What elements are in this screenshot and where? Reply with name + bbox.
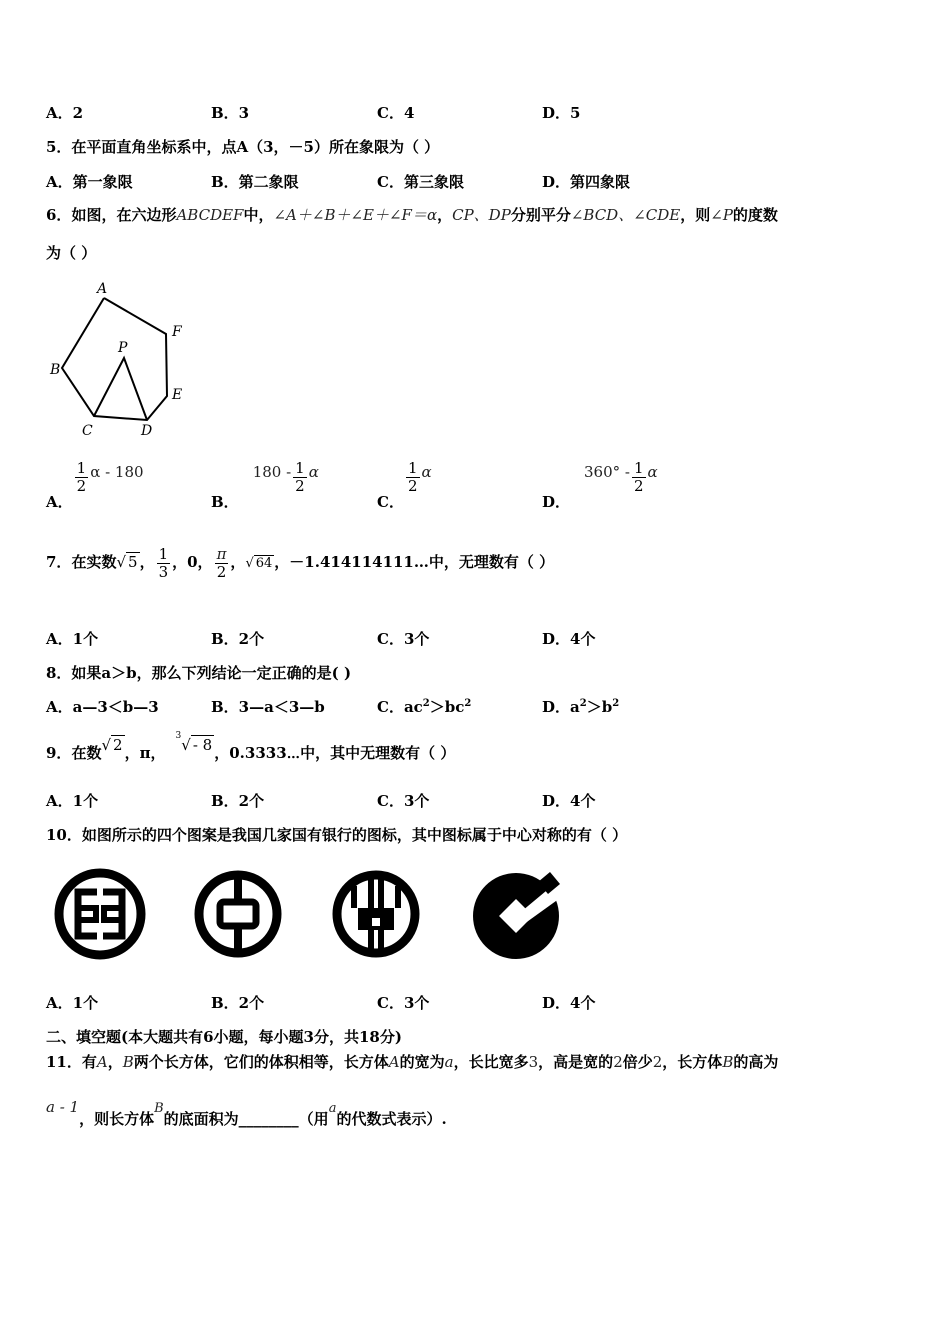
hexagon-outline xyxy=(62,298,167,420)
radicand: 64 xyxy=(255,556,273,571)
q11-line2-text-1: ，则长方体 xyxy=(79,1110,155,1128)
q9-option-a[interactable]: A．1个 xyxy=(46,792,99,810)
q9-text-2: ，π， xyxy=(124,744,166,762)
q6-math-angle-sum: ∠A＋∠B＋∠E＋∠F＝α xyxy=(273,206,438,224)
q8-option-d-a: D．a xyxy=(542,698,580,716)
q6-text-1: 如图，在六边形 xyxy=(71,206,177,224)
q9-options xyxy=(46,790,906,812)
q11-math-b: B xyxy=(122,1053,134,1071)
label-a: A xyxy=(97,281,108,297)
bisector-lines xyxy=(94,358,147,420)
q9-option-b[interactable]: B．2个 xyxy=(211,792,265,810)
q9-option-d[interactable]: D．4个 xyxy=(542,792,596,810)
superscript: 2 xyxy=(612,698,620,709)
q11-math-2: 2 xyxy=(613,1053,623,1071)
q11-math-width: a xyxy=(444,1053,454,1071)
icbc-logo-icon xyxy=(59,873,141,955)
bank-logos xyxy=(54,868,574,964)
q11-comma: ， xyxy=(107,1053,123,1071)
q5-stem: 5．在平面直角坐标系中，点A（3，－5）所在象限为（ ） xyxy=(46,138,440,156)
q11-text-8: 的高为 xyxy=(733,1053,779,1071)
q7-option-d[interactable]: D．4个 xyxy=(542,630,596,648)
q5-option-b[interactable]: B．第二象限 xyxy=(211,173,299,191)
q9-number: 9． xyxy=(46,744,72,762)
q6-text-2: 中， xyxy=(243,206,274,224)
q6-math-angles: ∠BCD、∠CDE xyxy=(570,206,681,224)
q7-stem xyxy=(46,546,554,592)
hexagon-diagram xyxy=(44,276,214,441)
q11-text-4: ，长比宽多 xyxy=(453,1053,529,1071)
label-p: P xyxy=(118,340,128,356)
q6-option-b-letter: B． xyxy=(211,493,239,511)
q7-options xyxy=(46,628,906,650)
q9-text-3: ，0.3333⋯中，其中无理数有（ ） xyxy=(214,744,456,762)
q11-text-1: 有 xyxy=(81,1053,97,1071)
frac-num: 1 xyxy=(295,459,305,477)
q5-option-c[interactable]: C．第三象限 xyxy=(377,173,464,191)
q11-line2-math-a: a xyxy=(328,1101,337,1116)
q10-stem: 10．如图所示的四个图案是我国几家国有银行的图标，其中图标属于中心对称的有（ ） xyxy=(46,826,628,844)
q6-option-a-letter: A． xyxy=(46,493,73,511)
q9-cbrt: $^3$√ - 8 xyxy=(175,731,213,754)
q10-option-d[interactable]: D．4个 xyxy=(542,994,596,1012)
q11-number: 11． xyxy=(46,1053,82,1071)
q6-math-bisectors: CP、DP xyxy=(452,206,511,224)
q11-text-2: 两个长方体，它们的体积相等，长方体 xyxy=(133,1053,389,1071)
q4-option-a[interactable]: A．2 xyxy=(46,104,84,122)
q10-option-c[interactable]: C．3个 xyxy=(377,994,430,1012)
label-f: F xyxy=(172,324,182,340)
q6-option-c-letter: C． xyxy=(377,493,404,511)
q6-option-a-frac xyxy=(75,460,89,494)
boc-logo-icon xyxy=(199,874,277,956)
radicand: - 8 xyxy=(192,736,213,754)
q10-options xyxy=(46,992,906,1014)
ccb-logo-icon xyxy=(473,872,574,959)
q7-frac-one-third xyxy=(157,546,171,580)
superscript: 2 xyxy=(464,698,472,709)
q6-option-a-expr: α - 180 xyxy=(90,463,144,481)
q8-option-d[interactable] xyxy=(542,696,619,717)
q8-option-c[interactable] xyxy=(377,696,471,717)
q6-option-a[interactable] xyxy=(46,459,144,511)
q6-math-angle-p: ∠P xyxy=(710,206,733,224)
q5-option-a[interactable]: A．第一象限 xyxy=(46,173,133,191)
q11-stem-line2 xyxy=(46,1098,447,1132)
q7-comma: ， xyxy=(139,553,155,571)
q11-math-a2: A xyxy=(388,1053,400,1071)
q7-frac-pi-half xyxy=(215,546,229,580)
label-d: D xyxy=(141,423,153,439)
q8-stem: 8．如果a＞b，那么下列结论一定正确的是( ) xyxy=(46,664,352,682)
q6-text-3: ， xyxy=(437,206,453,224)
q7-option-c[interactable]: C．3个 xyxy=(377,630,430,648)
q6-text-6: 的度数 xyxy=(732,206,778,224)
q6-option-b-frac xyxy=(293,460,307,494)
q6-stem xyxy=(46,204,778,225)
q5-option-d[interactable]: D．第四象限 xyxy=(542,173,631,191)
q11-line2-math-b: B xyxy=(154,1101,164,1116)
hexagon-figure xyxy=(44,276,214,441)
q7-sqrt5: √ 5 xyxy=(116,553,138,571)
q8-option-d-b: ＞b xyxy=(586,698,613,716)
q10-option-b[interactable]: B．2个 xyxy=(211,994,265,1012)
frac-num: 1 xyxy=(407,459,418,477)
radicand: 5 xyxy=(128,553,138,571)
frac-den: 2 xyxy=(76,476,87,495)
q6-stem-line2: 为（ ） xyxy=(46,244,97,262)
q11-text-5: ，高是宽的 xyxy=(538,1053,614,1071)
q6-text-5: ，则 xyxy=(680,206,711,224)
q6-option-b[interactable] xyxy=(211,459,319,511)
frac-num: 1 xyxy=(158,545,169,563)
q6-option-c[interactable] xyxy=(377,459,432,511)
q9-option-c[interactable]: C．3个 xyxy=(377,792,430,810)
q6-option-c-expr: α xyxy=(421,463,432,481)
q4-options xyxy=(46,102,906,124)
q6-math-hexagon: ABCDEF xyxy=(176,206,244,224)
q9-text-1: 在数 xyxy=(71,744,102,762)
label-b: B xyxy=(50,362,61,378)
q6-option-d-expr-2: α xyxy=(647,463,658,481)
frac-den: 2 xyxy=(216,562,227,581)
label-e: E xyxy=(172,387,183,403)
frac-num: π xyxy=(216,545,227,563)
q11-line2-text-2: 的底面积为________（用 xyxy=(163,1110,329,1128)
q8-option-c-a: C．ac xyxy=(377,698,423,716)
abc-logo-icon xyxy=(337,875,415,956)
q8-option-b[interactable]: B．3—a＜3—b xyxy=(211,698,325,716)
q8-options xyxy=(46,696,906,718)
q7-text-1: 在实数 xyxy=(71,553,117,571)
q11-text-6: 倍少 xyxy=(622,1053,653,1071)
frac-den: 2 xyxy=(295,476,305,495)
q11-line2-text-3: 的代数式表示）. xyxy=(336,1110,447,1128)
frac-den: 2 xyxy=(633,476,644,495)
q6-text-4: 分别平分 xyxy=(510,206,571,224)
q6-option-b-expr-2: α xyxy=(308,463,319,481)
q6-options xyxy=(46,459,906,511)
q7-option-b[interactable]: B．2个 xyxy=(211,630,265,648)
frac-num: 1 xyxy=(633,459,644,477)
q10-option-a[interactable]: A．1个 xyxy=(46,994,99,1012)
q8-option-a[interactable]: A．a—3＜b—3 xyxy=(46,698,159,716)
q7-zero: ，0， xyxy=(172,553,213,571)
frac-den: 2 xyxy=(407,476,418,495)
q11-math-3: 3 xyxy=(528,1053,539,1071)
q11-stem xyxy=(46,1051,778,1072)
q4-option-d[interactable]: D．5 xyxy=(542,104,581,122)
superscript: 2 xyxy=(422,698,430,709)
q6-option-d-frac xyxy=(632,460,646,494)
q6-option-b-expr-1: 180 - xyxy=(252,463,292,481)
q8-option-c-b: ＞bc xyxy=(429,698,465,716)
section-2-title: 二、填空题(本大题共有6小题，每小题3分，共18分) xyxy=(46,1028,402,1046)
q6-option-c-frac xyxy=(406,460,420,494)
q11-text-7: ，长方体 xyxy=(662,1053,723,1071)
q6-option-d-expr-1: 360° - xyxy=(584,463,630,481)
label-c: C xyxy=(82,423,93,439)
radicand: 2 xyxy=(113,736,123,754)
q7-tail: ，－1.414114111…中，无理数有（ ） xyxy=(274,553,555,571)
superscript: 2 xyxy=(579,698,587,709)
q11-text-3: 的宽为 xyxy=(399,1053,445,1071)
q11-math-2b: 2 xyxy=(652,1053,663,1071)
frac-num: 1 xyxy=(76,459,87,477)
q7-sqrt64: √ 64 xyxy=(245,556,273,571)
q7-comma-2: ， xyxy=(230,553,246,571)
q4-option-b[interactable]: B．3 xyxy=(211,104,250,122)
q4-option-c[interactable]: C．4 xyxy=(377,104,415,122)
q11-math-b2: B xyxy=(722,1053,734,1071)
q7-number: 7． xyxy=(46,553,72,571)
bank-logos-svg xyxy=(54,868,574,964)
q6-option-d-letter: D． xyxy=(542,493,571,511)
q11-math-height: a - 1 xyxy=(46,1098,80,1116)
root-index: 3 xyxy=(175,731,182,741)
q5-options xyxy=(46,171,906,193)
q9-sqrt2: √ 2 xyxy=(101,736,123,754)
frac-den: 3 xyxy=(158,562,169,581)
q6-option-d[interactable] xyxy=(542,459,658,511)
q9-stem xyxy=(46,731,456,764)
q6-number: 6． xyxy=(46,206,72,224)
q11-math-a: A xyxy=(96,1053,108,1071)
q7-option-a[interactable]: A．1个 xyxy=(46,630,99,648)
